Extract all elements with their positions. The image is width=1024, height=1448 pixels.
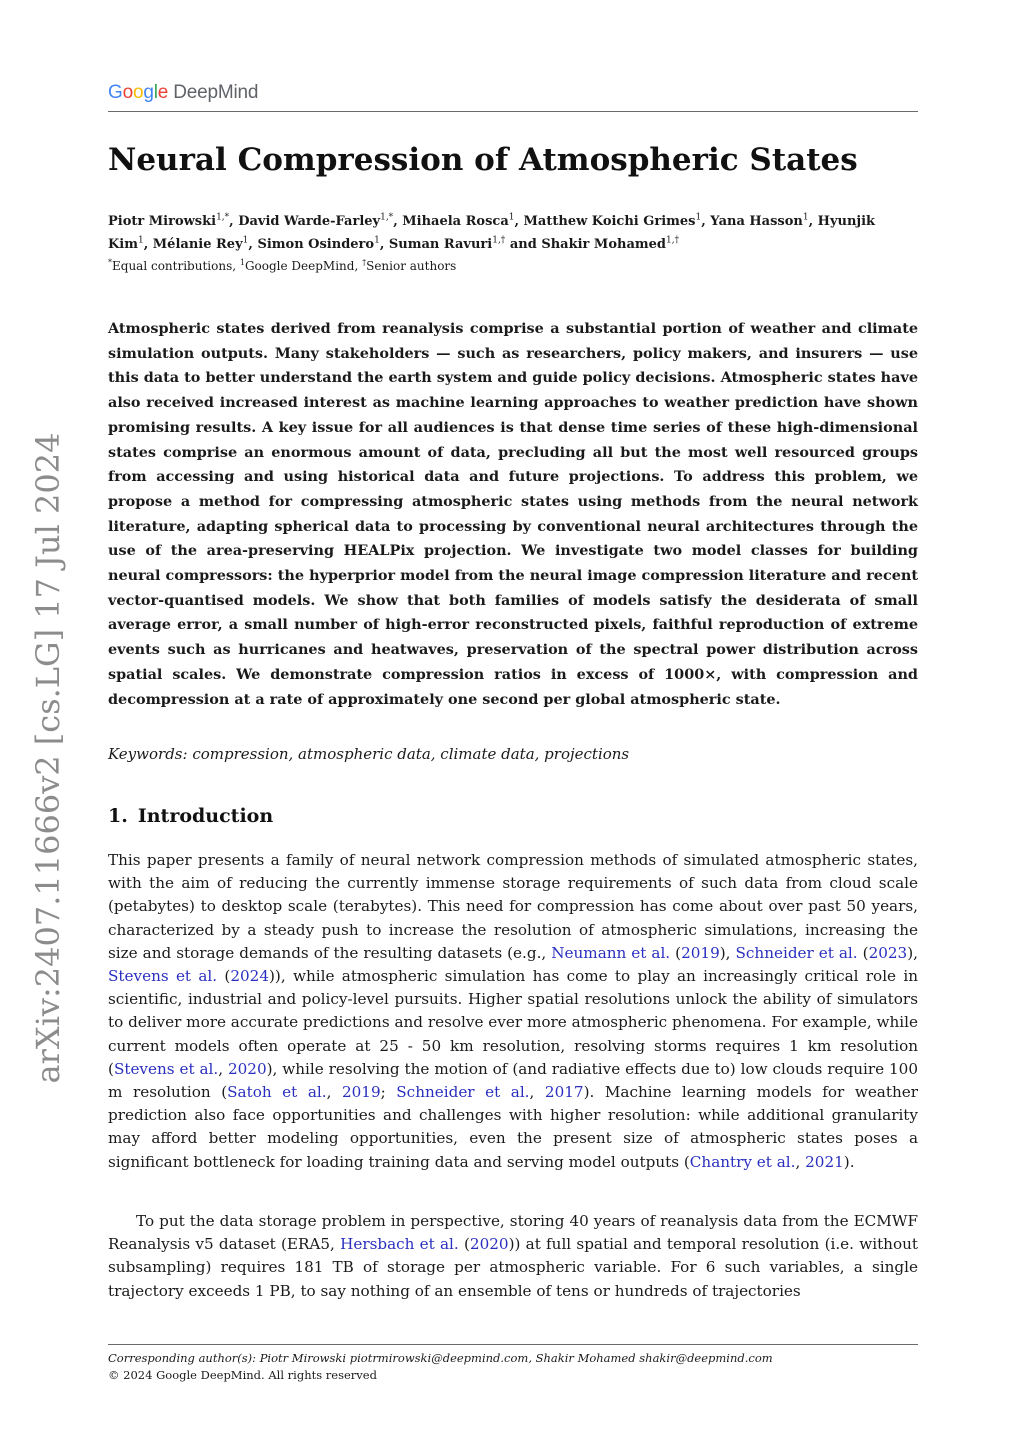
author-name: Matthew Koichi Grimes (523, 214, 696, 229)
citation-link[interactable]: Chantry et al. (689, 1152, 796, 1171)
citation-link[interactable]: 2024 (230, 967, 269, 986)
text-run: , (326, 1083, 342, 1102)
author-separator: , (143, 237, 153, 252)
author-affiliation-mark: 1,† (665, 235, 680, 246)
author-affiliation-mark: 1 (374, 235, 380, 246)
author-name: Mihaela Rosca (402, 214, 509, 229)
author-affiliation-mark: 1,† (492, 235, 506, 246)
citation-link[interactable]: Schneider et al. (396, 1083, 530, 1102)
citation-link[interactable]: Schneider et al. (735, 943, 858, 962)
logo-deepmind-wordmark: DeepMind (173, 82, 259, 103)
keywords: Keywords: compression, atmospheric data, climate data, projections (108, 745, 630, 763)
text-run: This paper presents a family of neural network compression methods of simulated atmospheric states, with the aim of reducing the currently immense storage requirements of such data from cloud scale (petabytes) to desktop scale (terabytes). This need for compression has come about over past 50 years, characterized by a steady push to increase the resolution of atmospheric simulations, increasing the size and storage demands of the resulting datasets (e.g., (108, 851, 918, 962)
text-run: ( (458, 1235, 470, 1254)
author-name: Mélanie Rey (152, 237, 243, 252)
author-separator: , (379, 237, 389, 252)
text-run: ; (380, 1083, 397, 1102)
section-number: 1. (108, 805, 128, 827)
equal-mark: * (108, 258, 112, 267)
citation-link[interactable]: 2020 (469, 1235, 509, 1254)
author-list (108, 210, 898, 256)
author-affiliation-mark: 1 (802, 212, 809, 223)
citation-link[interactable]: 2020 (227, 1059, 267, 1078)
citation-link[interactable]: Stevens et al. (113, 1059, 219, 1078)
affiliation-name: Google DeepMind, (244, 259, 363, 273)
text-run: , (529, 1083, 545, 1102)
author-name: David Warde-Farley (238, 214, 381, 229)
author-affiliation-mark: 1 (695, 212, 702, 223)
senior-mark: † (362, 258, 367, 267)
author-name: Shakir Mohamed (541, 237, 666, 252)
citation-link[interactable]: Neumann et al. (551, 943, 671, 962)
author-affiliation-mark: 1 (138, 235, 144, 246)
affiliations (108, 257, 456, 275)
text-run: , (218, 1059, 228, 1078)
section-title: Introduction (137, 805, 274, 827)
citation-link[interactable]: 2019 (341, 1083, 381, 1102)
author-separator: , (514, 214, 524, 229)
author-name: Simon Osindero (257, 237, 375, 252)
citation-link[interactable]: Hersbach et al. (340, 1235, 459, 1254)
intro-paragraph-2 (108, 1210, 918, 1303)
citation-link[interactable]: 2017 (544, 1083, 584, 1102)
text-run: )), while atmospheric simulation has come to play an increasingly critical role in scientific, industrial and policy-level pursuits. Higher spatial resolutions unlock the ability of simulators to deliver more accurate predictions and resolve ever more atmospheric phenomena. For example, while current models often operate at 25 - 50 km resolution, resolving storms requires 1 km resolution ( (108, 967, 918, 1078)
author-affiliation-mark: 1,* (380, 212, 394, 223)
text-run: ), while resolving the motion of (and radiative effects due to) low clouds require 100 m resolution ( (108, 1059, 918, 1102)
section-heading (108, 802, 273, 830)
author-affiliation-mark: 1,* (216, 212, 230, 223)
author-name: Yana Hasson (710, 214, 803, 229)
author-name: Piotr Mirowski (108, 214, 217, 229)
citation-link[interactable]: Satoh et al. (227, 1083, 327, 1102)
citation-link[interactable]: 2019 (681, 943, 720, 962)
logo-google-wordmark: Google (108, 82, 169, 103)
text-run: ). (843, 1152, 855, 1171)
arxiv-stamp: arXiv:2407.11666v2 [cs.LG] 17 Jul 2024 (29, 432, 67, 1084)
abstract: Atmospheric states derived from reanalysis comprise a substantial portion of weather and climate simulation outputs. Many stakeholders — such as researchers, policy makers, and insurers — use this data to better understand the earth system and guide policy decisions. Atmospheric states have also received increased interest as machine learning approaches to weather prediction have shown promising results. A key issue for all audiences is that dense time series of these high-dimensional states comprise an enormous amount of data, precluding all but the most well resourced groups from accessing and using historical data and future projections. To address this problem, we propose a method for compressing atmospheric states using methods from the neural network literature, adapting spherical data to processing by conventional neural architectures through the use of the area-preserving HEALPix projection. We investigate two model classes for building neural compressors: the hyperprior model from the neural image compression literature and recent vector-quantised models. We show that both families of models satisfy the desiderata of small average error, a small number of high-error reconstructed pixels, faithful reproduction of extreme events such as hurricanes and heatwaves, preservation of the spectral power distribution across spatial scales. We demonstrate compression ratios in excess of 1000×, with compression and decompression at a rate of approximately one second per global atmospheric state. (108, 320, 918, 708)
author-name: Hyunjik Kim (108, 214, 876, 252)
citation-link[interactable]: Stevens et al. (108, 967, 218, 986)
footer-rule (108, 1344, 918, 1345)
author-name: Suman Ravuri (388, 237, 493, 252)
author-separator: , (248, 237, 258, 252)
intro-paragraph-1 (108, 849, 918, 1174)
text-run: , (795, 1152, 806, 1171)
text-run: ), (907, 943, 918, 962)
text-run: ( (857, 943, 869, 962)
author-separator: , (393, 214, 403, 229)
author-separator: , (701, 214, 711, 229)
header-rule (108, 111, 918, 112)
text-run: )) at full spatial and temporal resolution (i.e. without subsampling) requires 181 TB of storage per atmospheric variable. For 6 such variables, a single trajectory exceeds 1 PB, to say nothing of an ensemble of tens or hundreds of trajectories (108, 1235, 918, 1300)
senior-authors-note: Senior authors (366, 259, 457, 273)
text-run: ). Machine learning models for weather prediction also face opportunities and challenges with higher resolution: while additional granularity may afford better modeling opportunities, even the present size of atmospheric states poses a significant bottleneck for loading training data and serving model outputs ( (108, 1083, 918, 1171)
text-run: ( (670, 943, 682, 962)
author-separator: , (229, 214, 239, 229)
citation-link[interactable]: 2021 (805, 1152, 844, 1171)
text-run: To put the data storage problem in perspective, storing 40 years of reanalysis data from the ECMWF Reanalysis v5 dataset (ERA5, (108, 1212, 918, 1254)
affiliation-mark: 1 (239, 258, 245, 267)
equal-contribution-note: Equal contributions, (112, 259, 240, 273)
google-deepmind-logo (108, 82, 258, 104)
author-affiliation-mark: 1 (242, 235, 249, 246)
corresponding-authors: Corresponding author(s): Piotr Mirowski piotrmirowski@deepmind.com, Shakir Mohamed shakir@deepmind.com (108, 1351, 773, 1365)
author-separator: and (505, 237, 542, 252)
citation-link[interactable]: 2023 (868, 943, 908, 962)
author-affiliation-mark: 1 (508, 212, 515, 223)
text-run: ( (217, 967, 231, 986)
paper-title: Neural Compression of Atmospheric States (108, 142, 858, 178)
text-run: ), (719, 943, 736, 962)
author-separator: , (808, 214, 818, 229)
copyright-notice: © 2024 Google DeepMind. All rights reserved (108, 1368, 377, 1382)
